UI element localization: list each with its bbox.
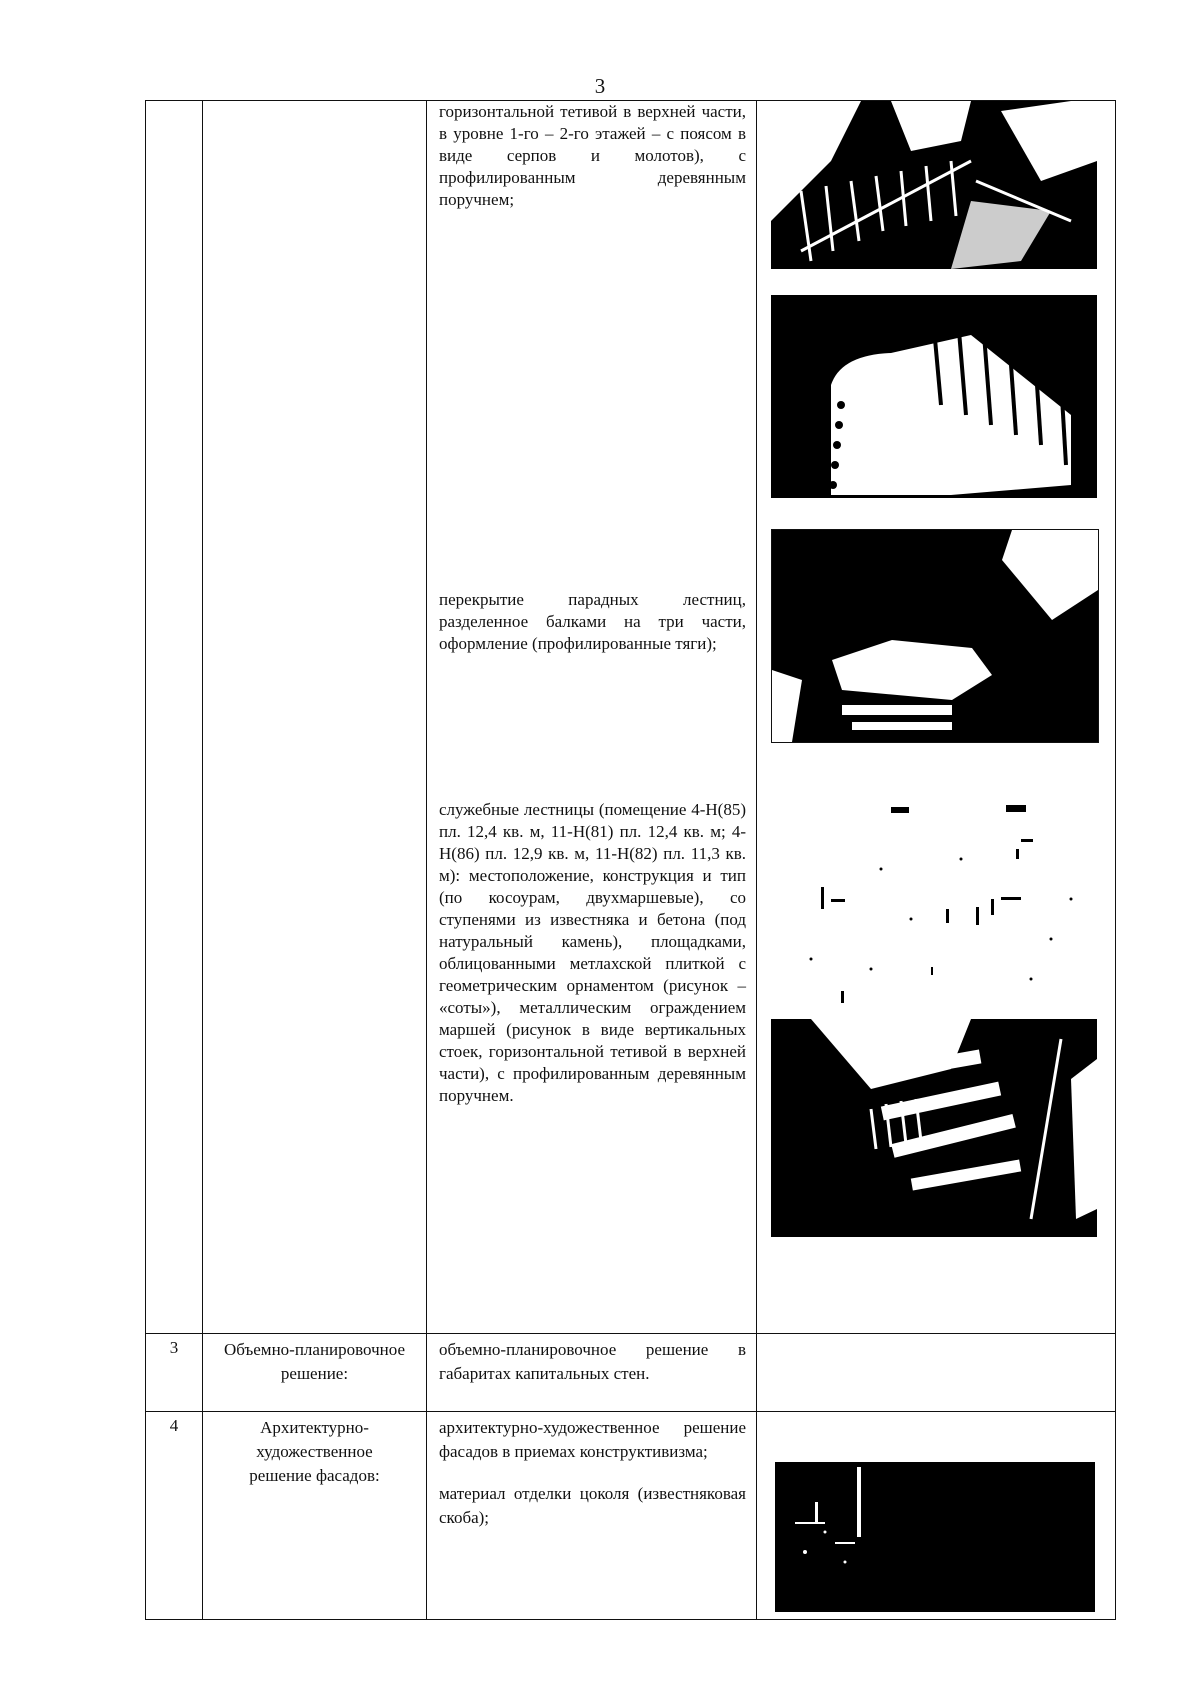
stair-ceiling-photo	[771, 529, 1099, 743]
table-row	[146, 1412, 1116, 1620]
row-title-cell: Объемно-планировочное решение:	[203, 1334, 427, 1412]
row-number-cell: 4	[146, 1412, 203, 1620]
landing-tile-photo	[771, 769, 1097, 1009]
row-title-cell	[203, 101, 427, 1334]
ceiling-text: перекрытие парадных лестниц, разделенное балками на три части, оформление (профилированные тяги);	[439, 590, 746, 653]
table-row	[146, 1334, 1116, 1412]
description-cell	[427, 1412, 757, 1620]
stairs-railing-text: горизонтальной тетивой в верхней части, в уровне 1-го – 2-го этажей – с поясом в виде серпов и молотов), с профилированным деревянным поручнем;	[439, 102, 746, 209]
plinth-material-text: материал отделки цоколя (известняковая скоба);	[439, 1484, 746, 1527]
photo-cell	[757, 1412, 1116, 1620]
description-cell	[427, 1334, 757, 1412]
plinth-photo	[775, 1462, 1095, 1612]
service-stairs-photo	[771, 1019, 1097, 1237]
stair-railing-photo	[771, 101, 1097, 269]
photo-cell	[757, 101, 1116, 1334]
stairwell-railing-photo	[771, 295, 1097, 498]
service-stairs-text: служебные лестницы (помещение 4-Н(85) пл. 12,4 кв. м, 11-Н(81) пл. 12,4 кв. м; 4-Н(86) пл. 12,9 кв. м, 11-Н(82) пл. 11,3 кв. м): местоположение, конструкция и тип (по косоурам, двухмаршевые), со ступенями из известняка и бетона (под натуральный камень), площадками, облицованными метлахской плиткой с геометрическим орнаментом (рисунок – «соты»), металлическим ограждением маршей (рисунок в виде вертикальных стоек, горизонтальной тетивой в верхней части), с профилированным деревянным поручнем.	[439, 800, 746, 1105]
volume-planning-text: объемно-планировочное решение в габаритах капитальных стен.	[439, 1340, 746, 1383]
table-row	[146, 101, 1116, 1334]
row-number-cell	[146, 101, 203, 1334]
photo-cell	[757, 1334, 1116, 1412]
protected-elements-table	[145, 100, 1116, 1620]
page-number: 3	[594, 74, 606, 98]
row-number-cell: 3	[146, 1334, 203, 1412]
description-cell	[427, 101, 757, 1334]
row-title-cell: Архитектурно-художественное решение фасадов:	[203, 1412, 427, 1620]
facade-solution-text: архитектурно-художественное решение фасадов в приемах конструктивизма;	[439, 1418, 746, 1461]
